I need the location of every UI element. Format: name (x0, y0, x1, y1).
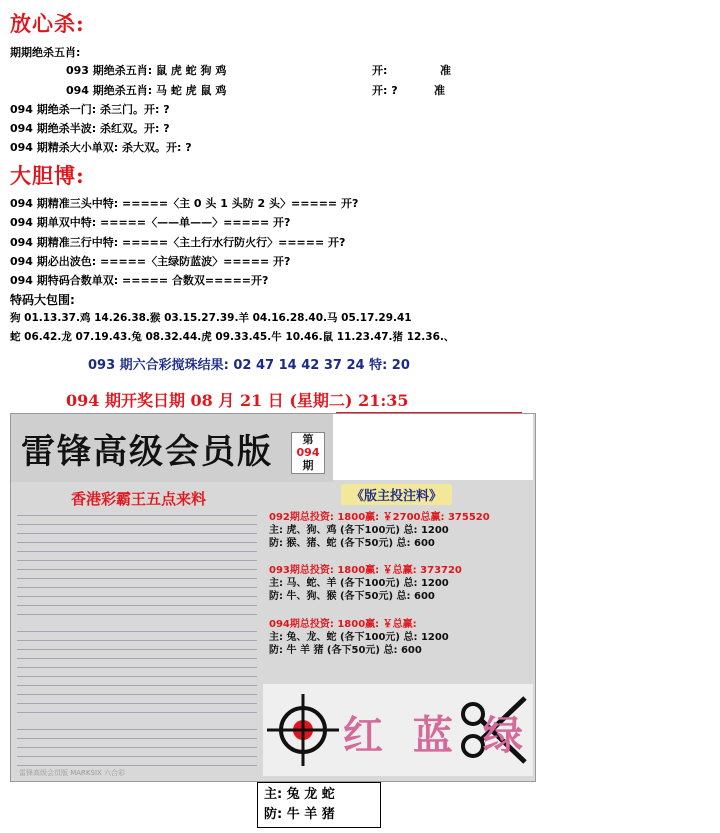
bet-box-094-guard: 防: 牛 羊 猪 (各下50元) 总: 600 (269, 645, 422, 656)
bet-box-092-guard: 防: 猴、猪、蛇 (各下50元) 总: 600 (269, 538, 435, 549)
kill-line-daxiao: 094 期精杀大小单双: 杀大双。开: ? (10, 141, 192, 154)
issue-tag-top: 第 (302, 433, 314, 446)
section-title-fangxinsha: 放心杀: (10, 11, 85, 36)
bet-box-092-title: 092期总投资: 1800赢: ￥2700总赢: 375520 (269, 512, 490, 523)
color-art-text-all: 红 蓝 绿 (343, 712, 531, 759)
poster-text-block-1 (17, 510, 257, 620)
bet-box-093 (269, 564, 519, 614)
draw-date-line-094: 094 期开奖日期 08 月 21 日 (星期二) 21:35 (66, 391, 409, 410)
bet-line-heshu: 094 期特码合数单双: ===== 合数双=====开? (10, 274, 269, 287)
final-pick-box (257, 782, 381, 828)
final-pick-main: 主: 兔 龙 蛇 (264, 787, 335, 802)
result-line-093: 093 期六合彩搅珠结果: 02 47 14 42 37 24 特: 20 (88, 358, 410, 373)
open-093-result: 准 (440, 64, 451, 77)
color-art (263, 684, 533, 776)
issue-tag-bottom: 期 (302, 459, 314, 472)
poster-title: 雷锋高级会员版 (21, 432, 273, 472)
bet-line-santou: 094 期精准三头中特: =====〈主 0 头 1 头防 2 头〉===== 开? (10, 197, 359, 210)
bet-box-094-title: 094期总投资: 1800赢: ￥总赢: (269, 619, 417, 630)
bet-box-094 (269, 618, 519, 668)
poster-subtitle: 香港彩霸王五点来料 (71, 490, 207, 508)
open-094-label: 开: ? (372, 84, 398, 97)
baowei-row-2: 蛇 06.42.龙 07.19.43.兔 08.32.44.虎 09.33.45.牛 10.46.鼠 11.23.47.猪 12.36.、 (10, 331, 455, 343)
kill-line-094: 094 期绝杀五肖: 马 蛇 虎 鼠 鸡 (66, 84, 227, 97)
bet-box-093-main: 主: 马、蛇、羊 (各下100元) 总: 1200 (269, 578, 449, 589)
bet-line-danshuang: 094 期单双中特: =====〈——单——〉===== 开? (10, 216, 291, 229)
poster-watermark: 雷锋高级会员版 MARKSIX 六合彩 (19, 769, 126, 777)
section-title-dadanbo: 大胆博: (10, 163, 85, 188)
poster-text-block-3 (17, 724, 257, 772)
kill-line-bo: 094 期绝杀半波: 杀红双。开: ? (10, 122, 170, 135)
poster-right-blank (333, 414, 533, 480)
right-header: 《版主投注料》 (341, 484, 452, 505)
bet-box-092-main: 主: 虎、狗、鸡 (各下100元) 总: 1200 (269, 525, 449, 536)
baowei-row-1: 狗 01.13.37.鸡 14.26.38.猴 03.15.27.39.羊 04.16.28.40.马 05.17.29.41 (10, 312, 412, 324)
final-pick-guard: 防: 牛 羊 猪 (264, 807, 335, 822)
open-093-label: 开: (372, 64, 388, 77)
bet-box-093-title: 093期总投资: 1800赢: ￥总赢: 373720 (269, 565, 462, 576)
bet-box-094-main: 主: 兔、龙、蛇 (各下100元) 总: 1200 (269, 632, 449, 643)
kill-line-093: 093 期绝杀五肖: 鼠 虎 蛇 狗 鸡 (66, 64, 227, 77)
open-094-result: 准 (434, 84, 445, 97)
color-art-text (343, 704, 531, 761)
issue-tag-number: 094 (296, 446, 320, 459)
kill-line-men: 094 期绝杀一门: 杀三门。开: ? (10, 103, 170, 116)
issue-tag (291, 432, 325, 474)
poster-text-block-2 (17, 626, 257, 716)
bet-line-bose: 094 期必出波色: =====〈主绿防蓝波〉===== 开? (10, 255, 291, 268)
bet-line-sanxing: 094 期精准三行中特: =====〈主土行水行防火行〉===== 开? (10, 236, 346, 249)
bet-box-093-guard: 防: 牛、狗、猴 (各下50元) 总: 600 (269, 591, 435, 602)
bet-line-baowei-title: 特码大包围: (10, 293, 75, 307)
bet-box-092 (269, 511, 519, 561)
kill-line-header: 期期绝杀五肖: (10, 46, 81, 59)
member-poster (10, 413, 536, 782)
